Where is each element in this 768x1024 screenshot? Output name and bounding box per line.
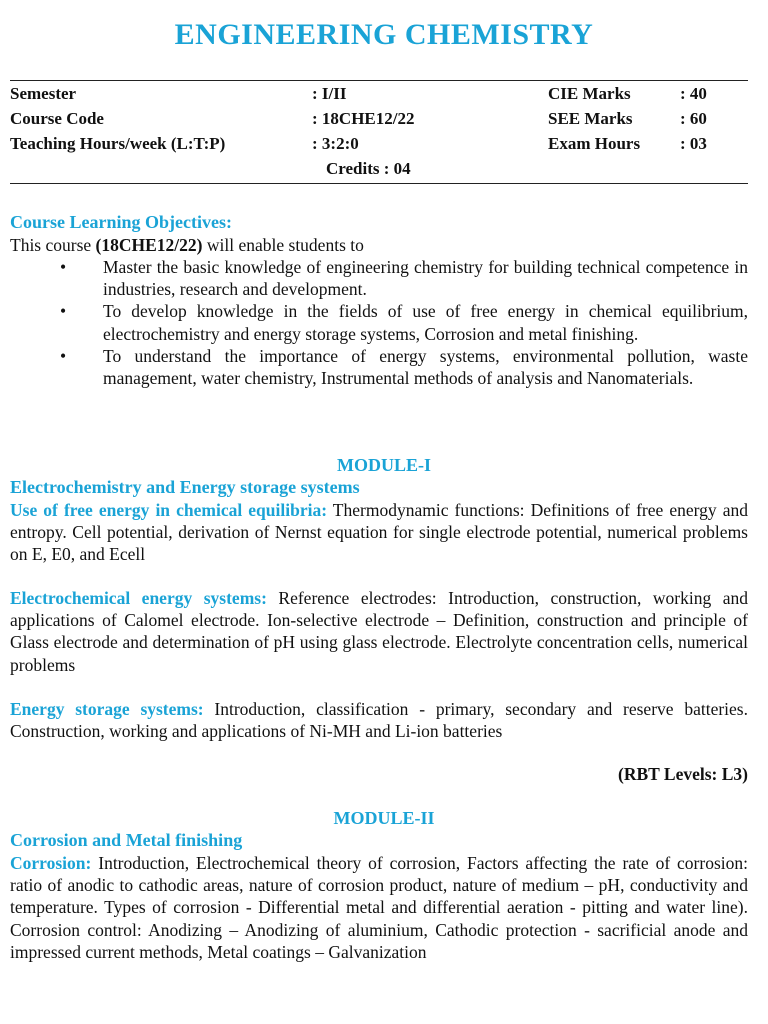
page-title: ENGINEERING CHEMISTRY: [174, 18, 594, 51]
table-bottom-rule: [10, 183, 748, 184]
bullet-icon: •: [60, 257, 67, 277]
module-1-paragraph-3: [10, 698, 748, 742]
table-top-rule: [10, 80, 748, 81]
keyword: Electrochemical energy systems:: [10, 588, 267, 608]
see-marks-label: SEE Marks: [548, 109, 633, 128]
rbt-levels: (RBT Levels: L3): [618, 764, 748, 784]
module-1-heading: Electrochemistry and Energy storage systems: [10, 477, 360, 497]
module-1-title: MODULE-I: [337, 455, 431, 475]
keyword: Use of free energy in chemical equilibria:: [10, 500, 328, 520]
exam-hours-label: Exam Hours: [548, 134, 641, 153]
cie-marks-value: : 40: [680, 84, 707, 103]
cie-marks-label: CIE Marks: [548, 84, 631, 103]
course-code-value: : 18CHE12/22: [312, 109, 415, 128]
intro-text-pre: This course: [10, 235, 96, 255]
see-marks-value: : 60: [680, 109, 707, 128]
objective-text: To understand the importance of energy systems, environmental pollution, waste management, water chemistry, Instrumental methods of analysis and Nanomaterials.: [103, 345, 748, 389]
teaching-hours-label: Teaching Hours/week (L:T:P): [10, 134, 226, 153]
intro-course-code: (18CHE12/22): [95, 235, 203, 255]
objective-text: Master the basic knowledge of engineering chemistry for building technical competence in industries, research and development.: [103, 257, 748, 300]
objectives-heading: Course Learning Objectives:: [10, 212, 232, 232]
course-code-label: Course Code: [10, 109, 104, 128]
module-2-title: MODULE-II: [333, 808, 435, 828]
keyword: Energy storage systems:: [10, 699, 204, 719]
objective-text: To develop knowledge in the fields of use of free energy in chemical equilibrium, electrochemistry and energy storage systems, Corrosion and metal finishing.: [103, 301, 748, 344]
bullet-icon: •: [60, 301, 67, 322]
module-2-heading: Corrosion and Metal finishing: [10, 830, 243, 850]
module-2-paragraph-1: [10, 852, 748, 963]
list-item: [0, 256, 748, 300]
exam-hours-value: : 03: [680, 134, 707, 153]
module-1-paragraph-1: [10, 499, 748, 566]
keyword: Corrosion:: [10, 853, 92, 873]
bullet-icon: •: [60, 345, 67, 366]
paragraph-text: Introduction, classification - primary, secondary and reserve batteries. Construction, working and applications of Ni-MH and Li-ion batteries: [10, 699, 748, 742]
intro-text-post: will enable students to: [202, 235, 364, 255]
objectives-list: [0, 256, 748, 389]
objectives-intro: [10, 234, 748, 256]
teaching-hours-value: : 3:2:0: [312, 134, 359, 153]
credits: Credits : 04: [326, 159, 411, 178]
list-item: [0, 300, 748, 344]
paragraph-text: Introduction, Electrochemical theory of corrosion, Factors affecting the rate of corrosion: ratio of anodic to cathodic areas, nature of corrosion product, nature of medium – pH, conductivity and temperature. Types of corrosion - Differential metal and differential aeration - pitting and water line). Corrosion control: Anodizing – Anodizing of aluminium, Cathodic protection - sacrificial anode and impressed current methods, Metal coatings – Galvanization: [10, 853, 748, 962]
semester-label: Semester: [10, 84, 77, 103]
semester-value: : I/II: [312, 84, 347, 103]
list-item: [0, 345, 748, 389]
paragraph-text: Reference electrodes: Introduction, construction, working and applications of Calomel electrode. Ion-selective electrode – Definition, construction and principle of Glass electrode and determination of pH using glass electrode. Electrolyte concentration cells, numerical problems: [10, 588, 748, 675]
module-1-paragraph-2: [10, 587, 748, 676]
paragraph-text: Thermodynamic functions: Definitions of free energy and entropy. Cell potential, derivation of Nernst equation for single electrode potential, numerical problems on E, E0, and Ecell: [10, 500, 748, 565]
